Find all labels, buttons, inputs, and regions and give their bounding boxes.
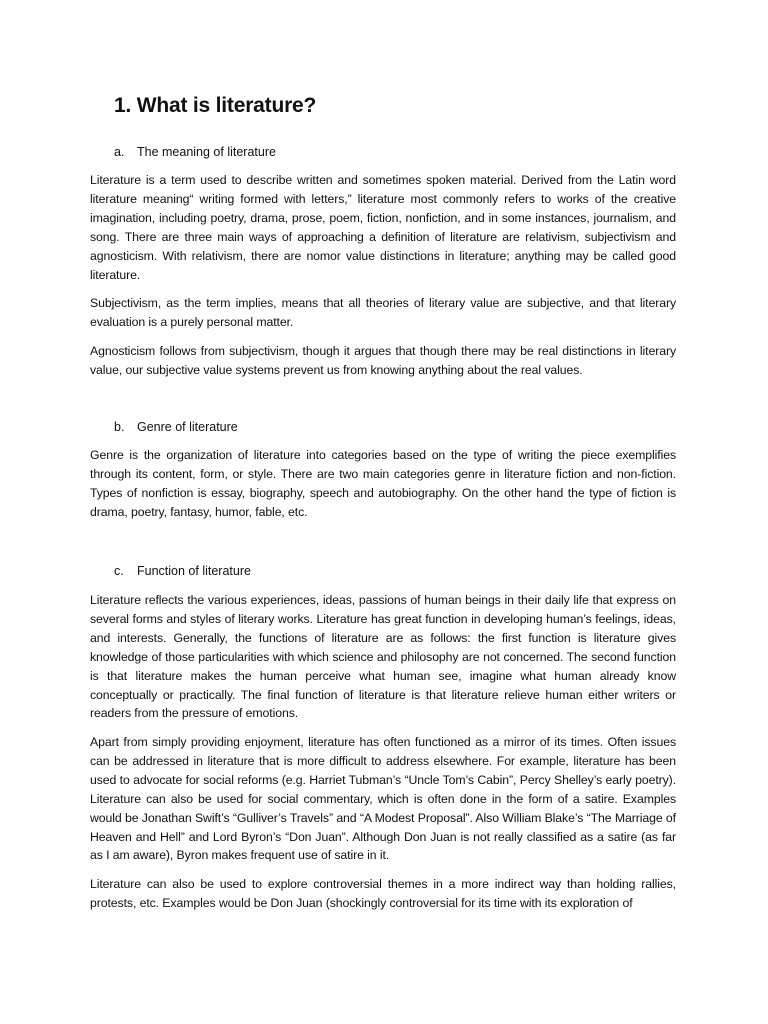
section-marker: c. xyxy=(114,564,124,578)
section-marker: a. xyxy=(114,145,125,159)
paragraph-meaning-2: Subjectivism, as the term implies, means that all theories of literary value are subjective, and that literary evaluation is a purely personal matter. xyxy=(90,296,676,329)
section-heading-text: Genre of literature xyxy=(137,420,238,434)
paragraph-function-1: Literature reflects the various experiences, ideas, passions of human beings in their daily life that express on several forms and styles of literary works. Literature has great function in developing human’s feelings, ideas, and interests. Generally, the functions of literature are as follows: the first function is literature gives knowledge of those particularities with which science and philosophy are not concerned. The second function is that literature makes the human perceive what human see, imagine what human already know conceptually or practically. The final function of literature is that literature relieve human either writers or readers from the pressure of emotions. xyxy=(90,593,676,721)
section-marker: b. xyxy=(114,420,125,434)
paragraph-meaning-3: Agnosticism follows from subjectivism, though it argues that though there may be real distinctions in literary value, our subjective value systems prevent us from knowing anything about the real values. xyxy=(90,344,676,377)
section-heading-genre xyxy=(114,420,238,434)
paragraph-meaning-1: Literature is a term used to describe written and sometimes spoken material. Derived from the Latin word literature meaning“ writing formed with letters,” literature most commonly refers to works of the creative imagination, including poetry, drama, prose, poem, fiction, nonfiction, and in some instances, journalism, and song. There are three main ways of approaching a definition of literature are relativism, subjectivism and agnosticism. With relativism, there are nomor value distinctions in literature; anything may be called good literature. xyxy=(90,173,676,282)
section-heading-text: The meaning of literature xyxy=(137,145,276,159)
section-heading-meaning xyxy=(114,145,276,159)
document-title: 1. What is literature? xyxy=(114,94,317,117)
paragraph-genre-1: Genre is the organization of literature into categories based on the type of writing the piece exemplifies through its content, form, or style. There are two main categories genre in literature fiction and non-fiction. Types of nonfiction is essay, biography, speech and autobiography. On the other hand the type of fiction is drama, poetry, fantasy, humor, fable, etc. xyxy=(90,448,676,519)
paragraph-function-2: Apart from simply providing enjoyment, literature has often functioned as a mirror of its times. Often issues can be addressed in literature that is more difficult to address elsewhere. For example, literature has been used to advocate for social reforms (e.g. Harriet Tubman’s “Uncle Tom’s Cabin”, Percy Shelley’s early poetry). Literature can also be used for social commentary, which is often done in the form of a satire. Examples would be Jonathan Swift’s “Gulliver’s Travels” and “A Modest Proposal”. Also William Blake’s “The Marriage of Heaven and Hell” and Lord Byron’s “Don Juan”. Although Don Juan is not really classified as a satire (as far as I am aware), Byron makes frequent use of satire in it. xyxy=(90,735,676,863)
section-heading-function xyxy=(114,564,251,578)
paragraph-function-3: Literature can also be used to explore controversial themes in a more indirect way than holding rallies, protests, etc. Examples would be Don Juan (shockingly controversial for its time with its exploration of xyxy=(90,877,676,910)
section-heading-text: Function of literature xyxy=(137,564,251,578)
